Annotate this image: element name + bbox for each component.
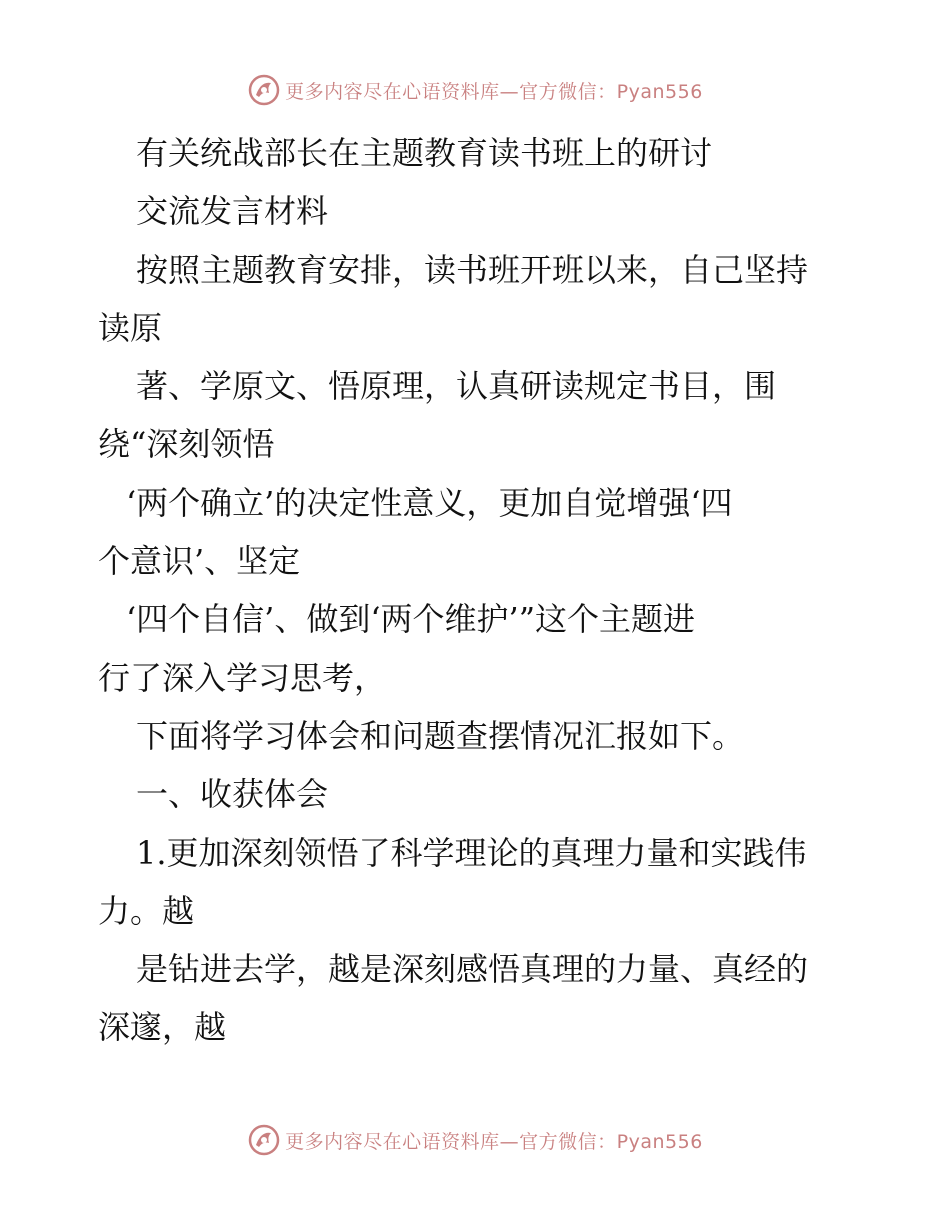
paragraph-line: 1.更加深刻领悟了科学理论的真理力量和实践伟: [136, 833, 807, 872]
paragraph-line: 按照主题教育安排，读书班开班以来，自己坚持: [136, 250, 809, 289]
header-watermark: [0, 70, 950, 110]
title-line-2: 交流发言材料: [136, 192, 329, 231]
document-body: [98, 124, 858, 1057]
paragraph-line: 深邃，越: [98, 1008, 227, 1047]
paragraph-line: ‘四个自信’、做到‘两个维护’”这个主题进: [126, 600, 696, 639]
seal-icon: [247, 1123, 281, 1157]
paragraph-line: 读原: [98, 308, 163, 347]
paragraph-line: 力。越: [98, 891, 195, 930]
paragraph-line: 著、学原文、悟原理，认真研读规定书目，围: [136, 367, 777, 406]
watermark-text: 更多内容尽在心语资料库—官方微信：Pyan556: [285, 1130, 703, 1153]
watermark-text: 更多内容尽在心语资料库—官方微信：Pyan556: [285, 80, 703, 103]
section-heading: 一、收获体会: [136, 775, 329, 814]
paragraph-line: 是钻进去学，越是深刻感悟真理的力量、真经的: [136, 950, 809, 989]
paragraph-line: 个意识’、坚定: [98, 542, 301, 581]
footer-watermark: [0, 1120, 950, 1160]
paragraph-line: 绕“深刻领悟: [98, 425, 275, 464]
paragraph-line: 下面将学习体会和问题查摆情况汇报如下。: [136, 716, 745, 755]
paragraph-line: 行了深入学习思考，: [98, 658, 387, 697]
title-line-1: 有关统战部长在主题教育读书班上的研讨: [136, 134, 713, 172]
seal-icon: [247, 73, 281, 107]
paragraph-line: ‘两个确立’的决定性意义，更加自觉增强‘四: [126, 483, 733, 522]
